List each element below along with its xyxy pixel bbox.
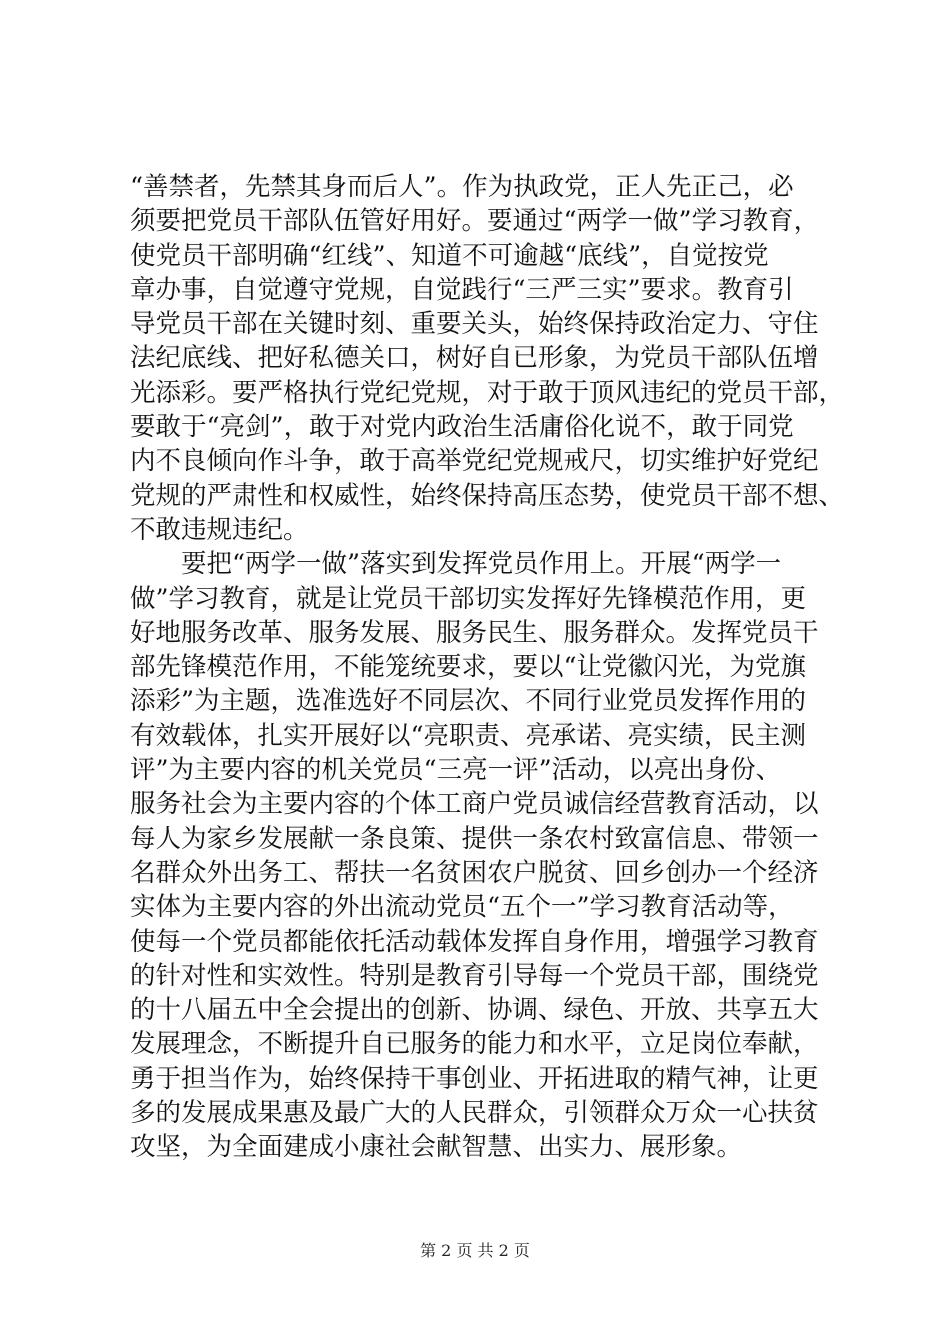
text-line: 的十八届五中全会提出的创新、协调、绿色、开放、共享五大: [130, 995, 819, 1026]
text-line: 导党员干部在关键时刻、重要关头，始终保持政治定力、守住: [130, 309, 819, 340]
text-line: 使每一个党员都能依托活动载体发挥自身作用，增强学习教育: [130, 926, 819, 957]
text-line: 章办事，自觉遵守党规，自觉践行“三严三实”要求。教育引: [130, 274, 794, 305]
text-line: 的针对性和实效性。特别是教育引导每一个党员干部，围绕党: [130, 960, 819, 991]
paragraph-1: [130, 170, 845, 547]
text-line: 要敢于“亮剑”，敢于对党内政治生活庸俗化说不，敢于同党: [130, 412, 794, 443]
page-number-footer: 第 2 页 共 2 页: [420, 1241, 530, 1260]
text-line: 勇于担当作为，始终保持干事创业、开拓进取的精气神，让更: [130, 1063, 819, 1094]
text-line: 好地服务改革、服务发展、服务民生、服务群众。发挥党员干: [130, 617, 819, 648]
paragraph-2: [130, 547, 830, 1164]
text-line: 服务社会为主要内容的个体工商户党员诚信经营教育活动，以: [130, 789, 819, 820]
text-line: 实体为主要内容的外出流动党员“五个一”学习教育活动等，: [130, 892, 794, 923]
text-line: 党规的严肃性和权威性，始终保持高压态势，使党员干部不想、: [130, 480, 845, 511]
text-line: 添彩”为主题，选准选好不同层次、不同行业党员发挥作用的: [130, 686, 807, 717]
text-line: 做”学习教育，就是让党员干部切实发挥好先锋模范作用，更: [130, 583, 807, 614]
text-line: 须要把党员干部队伍管好用好。要通过“两学一做”学习教育，: [130, 206, 820, 237]
text-line: 法纪底线、把好私德关口，树好自已形象，为党员干部队伍增: [130, 343, 819, 374]
text-line: 评”为主要内容的机关党员“三亮一评”活动，以亮出身份、: [130, 755, 782, 786]
text-line: 发展理念，不断提升自已服务的能力和水平，立足岗位奉献，: [130, 1029, 819, 1060]
text-line: 每人为家乡发展献一条良策、提供一条农村致富信息、带领一: [130, 823, 819, 854]
text-line: 部先锋模范作用，不能笼统要求，要以“让党徽闪光，为党旗: [130, 652, 807, 683]
text-line: 使党员干部明确“红线”、知道不可逾越“底线”，自觉按党: [130, 240, 769, 271]
text-line: 不敢违规违纪。: [130, 514, 309, 545]
text-line: 内不良倾向作斗争，敢于高举党纪党规戒尺，切实维护好党纪: [130, 446, 819, 477]
text-line: 多的发展成果惠及最广大的人民群众，引领群众万众一心扶贫: [130, 1098, 819, 1129]
document-body: [130, 170, 845, 1165]
text-line: “善禁者，先禁其身而后人”。作为执政党，正人先正己，必: [130, 172, 794, 202]
text-line: 有效载体，扎实开展好以“亮职责、亮承诺、亮实绩，民主测: [130, 720, 807, 751]
text-line: 要把“两学一做”落实到发挥党员作用上。开展“两学一: [130, 549, 782, 580]
text-line: 光添彩。要严格执行党纪党规，对于敢于顶风违纪的党员干部，: [130, 377, 845, 408]
text-line: 攻坚，为全面建成小康社会献智慧、出实力、展形象。: [130, 1132, 743, 1163]
text-line: 名群众外出务工、帮扶一名贫困农户脱贫、回乡创办一个经济: [130, 857, 819, 888]
